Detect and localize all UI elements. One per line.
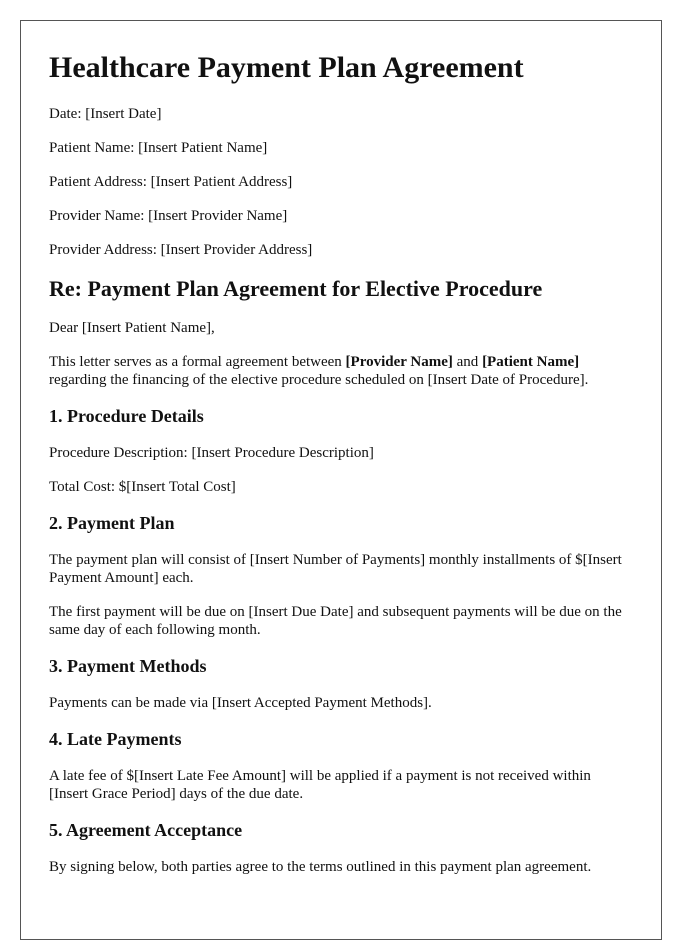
intro-text-1: This letter serves as a formal agreement between — [49, 354, 346, 370]
total-cost: Total Cost: $[Insert Total Cost] — [49, 479, 236, 495]
provider-name-placeholder: [Provider Name] — [345, 354, 453, 370]
late-payments-paragraph: A late fee of $[Insert Late Fee Amount] will be applied if a payment is not received within [Insert Grace Period] days of the due date. — [49, 768, 591, 802]
payment-plan-paragraph-1: The payment plan will consist of [Insert Number of Payments] monthly installments of $[Insert Payment Amount] each. — [49, 552, 622, 586]
agreement-document — [20, 20, 662, 940]
late-payments-heading: 4. Late Payments — [49, 729, 182, 749]
patient-address-field: Patient Address: [Insert Patient Address] — [49, 174, 293, 190]
intro-text-3: regarding the financing of the elective procedure scheduled on [Insert Date of Procedure]. — [49, 372, 589, 388]
agreement-acceptance-heading: 5. Agreement Acceptance — [49, 820, 243, 840]
procedure-description: Procedure Description: [Insert Procedure Description] — [49, 445, 374, 461]
payment-methods-paragraph: Payments can be made via [Insert Accepted Payment Methods]. — [49, 695, 432, 711]
provider-name-field: Provider Name: [Insert Provider Name] — [49, 208, 288, 224]
payment-plan-paragraph-2: The first payment will be due on [Insert Due Date] and subsequent payments will be due on the same day of each following month. — [49, 604, 622, 638]
procedure-details-heading: 1. Procedure Details — [49, 406, 204, 426]
document-title: Healthcare Payment Plan Agreement — [49, 51, 524, 84]
payment-methods-heading: 3. Payment Methods — [49, 656, 207, 676]
date-field: Date: [Insert Date] — [49, 106, 162, 122]
intro-text-2: and — [452, 354, 483, 370]
greeting: Dear [Insert Patient Name], — [49, 320, 215, 336]
subject-heading: Re: Payment Plan Agreement for Elective Procedure — [49, 276, 543, 301]
agreement-acceptance-paragraph: By signing below, both parties agree to the terms outlined in this payment plan agreement. — [49, 859, 592, 875]
patient-name-field: Patient Name: [Insert Patient Name] — [49, 140, 268, 156]
intro-paragraph — [49, 353, 633, 389]
provider-address-field: Provider Address: [Insert Provider Address] — [49, 242, 313, 258]
patient-name-placeholder: [Patient Name] — [482, 354, 580, 370]
payment-plan-heading: 2. Payment Plan — [49, 513, 175, 533]
